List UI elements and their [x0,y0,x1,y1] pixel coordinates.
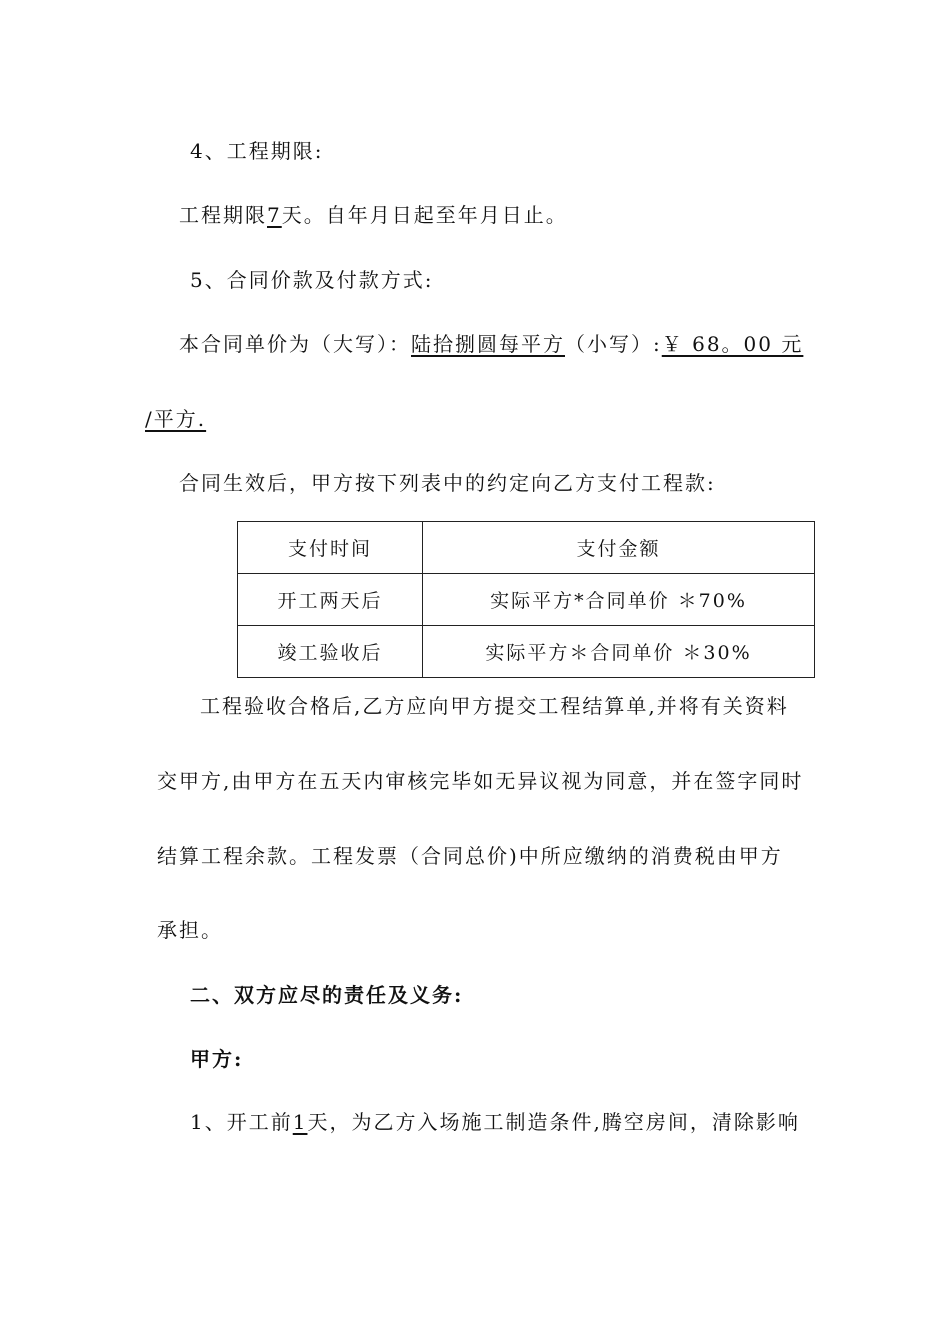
party-a-heading: 甲方: [190,1047,244,1071]
settlement-line-1: 工程验收合格后,乙方应向甲方提交工程结算单,并将有关资料 [200,694,789,718]
item1-suffix: 天，为乙方入场施工制造条件,腾空房间，清除影响 [307,1110,800,1134]
price-mid: （小写）: [565,332,662,356]
table-header-amount: 支付金额 [423,522,815,574]
price-heading: 5、合同价款及付款方式: [190,268,434,292]
term-suffix: 天。自年月日起至年月日止。 [281,203,568,227]
term-days: 7 [267,203,282,227]
payment-intro: 合同生效后，甲方按下列表中的约定向乙方支付工程款: [179,471,716,495]
table-row [238,626,815,678]
table-cell-time: 开工两天后 [238,574,423,626]
settlement-line-3: 结算工程余款。工程发票（合同总价)中所应缴纳的消费税由甲方 [157,844,783,868]
table-row [238,574,815,626]
table-header-time: 支付时间 [238,522,423,574]
item1-prefix: 1、开工前 [190,1110,293,1134]
duties-heading: 二、双方应尽的责任及义务: [190,983,464,1007]
item1-days: 1 [292,1110,308,1134]
price-line-continued: /平方. [145,407,207,431]
table-cell-amount: 实际平方＊合同单价 ＊30% [423,626,815,678]
party-a-item-1 [190,1110,800,1134]
term-prefix: 工程期限 [179,203,267,227]
price-upper-amount: 陆拾捌圆每平方 [411,332,565,356]
settlement-line-4: 承担。 [157,918,223,942]
price-lower-amount: ￥ 68。00 元 [661,332,804,356]
settlement-line-2: 交甲方,由甲方在五天内审核完毕如无异议视为同意，并在签字同时 [157,769,804,793]
price-line [179,332,803,356]
table-cell-time: 竣工验收后 [238,626,423,678]
term-heading: 4、工程期限: [190,139,324,163]
price-prefix: 本合同单价为（大写）： [179,332,411,356]
payment-table [237,521,815,678]
table-header-row [238,522,815,574]
table-cell-amount: 实际平方*合同单价 ＊70% [423,574,815,626]
term-line [179,203,568,227]
